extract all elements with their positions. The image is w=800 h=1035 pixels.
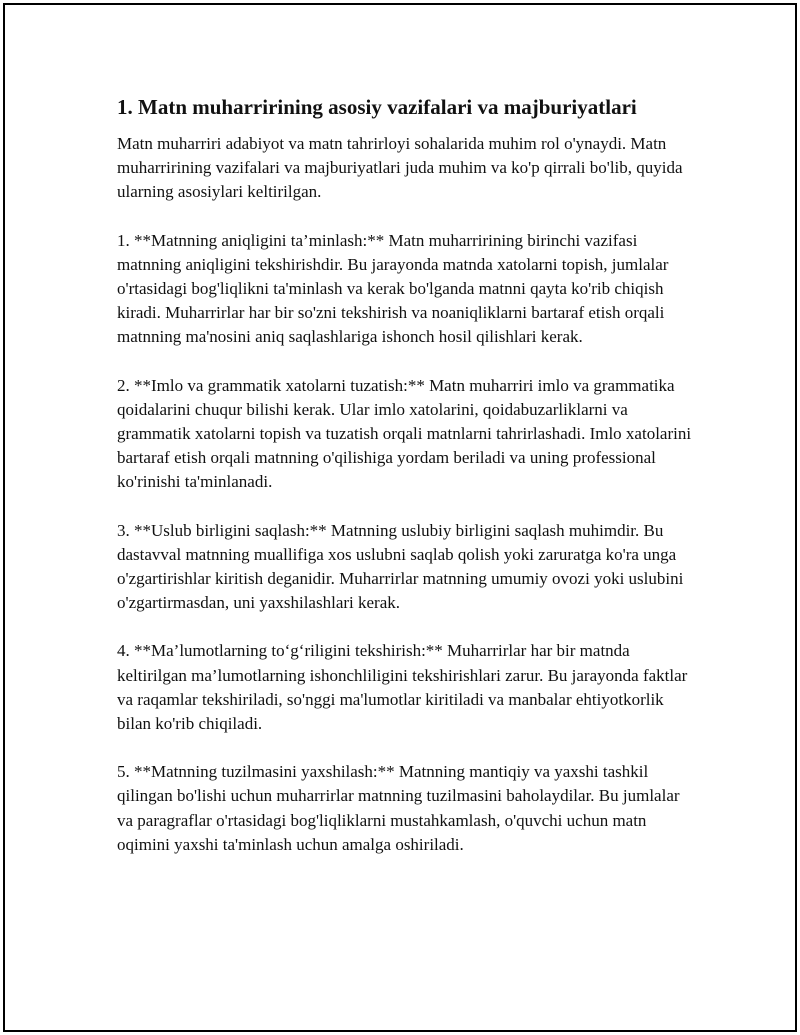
paragraph-item-5: 5. **Matnning tuzilmasini yaxshilash:** Matnning mantiqiy va yaxshi tashkil qilingan bo'lishi uchun muharrirlar matnning tuzilmasini baholaydilar. Bu jumlalar va paragraflar o'rtasidagi bog'liqliklarni mustahkamlash, o'quvchi uchun matn oqimini yaxshi ta'minlash uchun amalga oshiriladi. xyxy=(117,762,680,854)
paragraph-item-4: 4. **Ma’lumotlarning to‘g‘riligini tekshirish:** Muharrirlar har bir matnda keltirilgan ma’lumotlarning ishonchliligini tekshirishlari zarur. Bu jarayonda faktlar va raqamlar tekshiriladi, so'nggi ma'lumotlar kiritiladi va manbalar ehtiyotkorlik bilan ko'rib chiqiladi. xyxy=(117,641,688,734)
paragraph-item-2: 2. **Imlo va grammatik xatolarni tuzatish:** Matn muharriri imlo va grammatika qoidalarini chuqur bilishi kerak. Ular imlo xatolarini, qoidabuzarliklarni va grammatik xatolarni topish va tuzatish orqali matnlarni tahrirlashadi. Imlo xatolarini bartaraf etish orqali matnning o'qilishiga yordam beriladi va uning professional ko'rinishi ta'minlanadi. xyxy=(117,375,692,492)
paragraph-item-1: 1. **Matnning aniqligini ta’minlash:** Matn muharririning birinchi vazifasi matnning aniqligini tekshirishdir. Bu jarayonda matnda xatolarni topish, jumlalar o'rtasidagi bog'liqlikni ta'minlash va kerak bo'lganda matnni qayta ko'rib chiqish kiradi. Muharrirlar har bir so'zni tekshirish va noaniqliklarni bartaraf etish orqali matnning ma'nosini aniq saqlashlariga ishonch hosil qilishlari kerak. xyxy=(117,230,669,347)
document-body xyxy=(117,93,697,881)
section-heading: 1. Matn muharririning asosiy vazifalari va majburiyatlari xyxy=(117,95,637,119)
paragraph-item-3: 3. **Uslub birligini saqlash:** Matnning uslubiy birligini saqlash muhimdir. Bu dastavval matnning muallifiga xos uslubni saqlab qolish yoki zaruratga ko'ra unga o'zgartirishlar kiritish deganidir. Muharrirlar matnning umumiy ovozi yoki uslubini o'zgartirmasdan, uni yaxshilashlari kerak. xyxy=(117,520,684,613)
intro-paragraph: Matn muharriri adabiyot va matn tahrirloyi sohalarida muhim rol o'ynaydi. Matn muharririning vazifalari va majburiyatlari juda muhim va ko'p qirrali bo'lib, quyida ularning asosiylari keltirilgan. xyxy=(117,134,683,202)
